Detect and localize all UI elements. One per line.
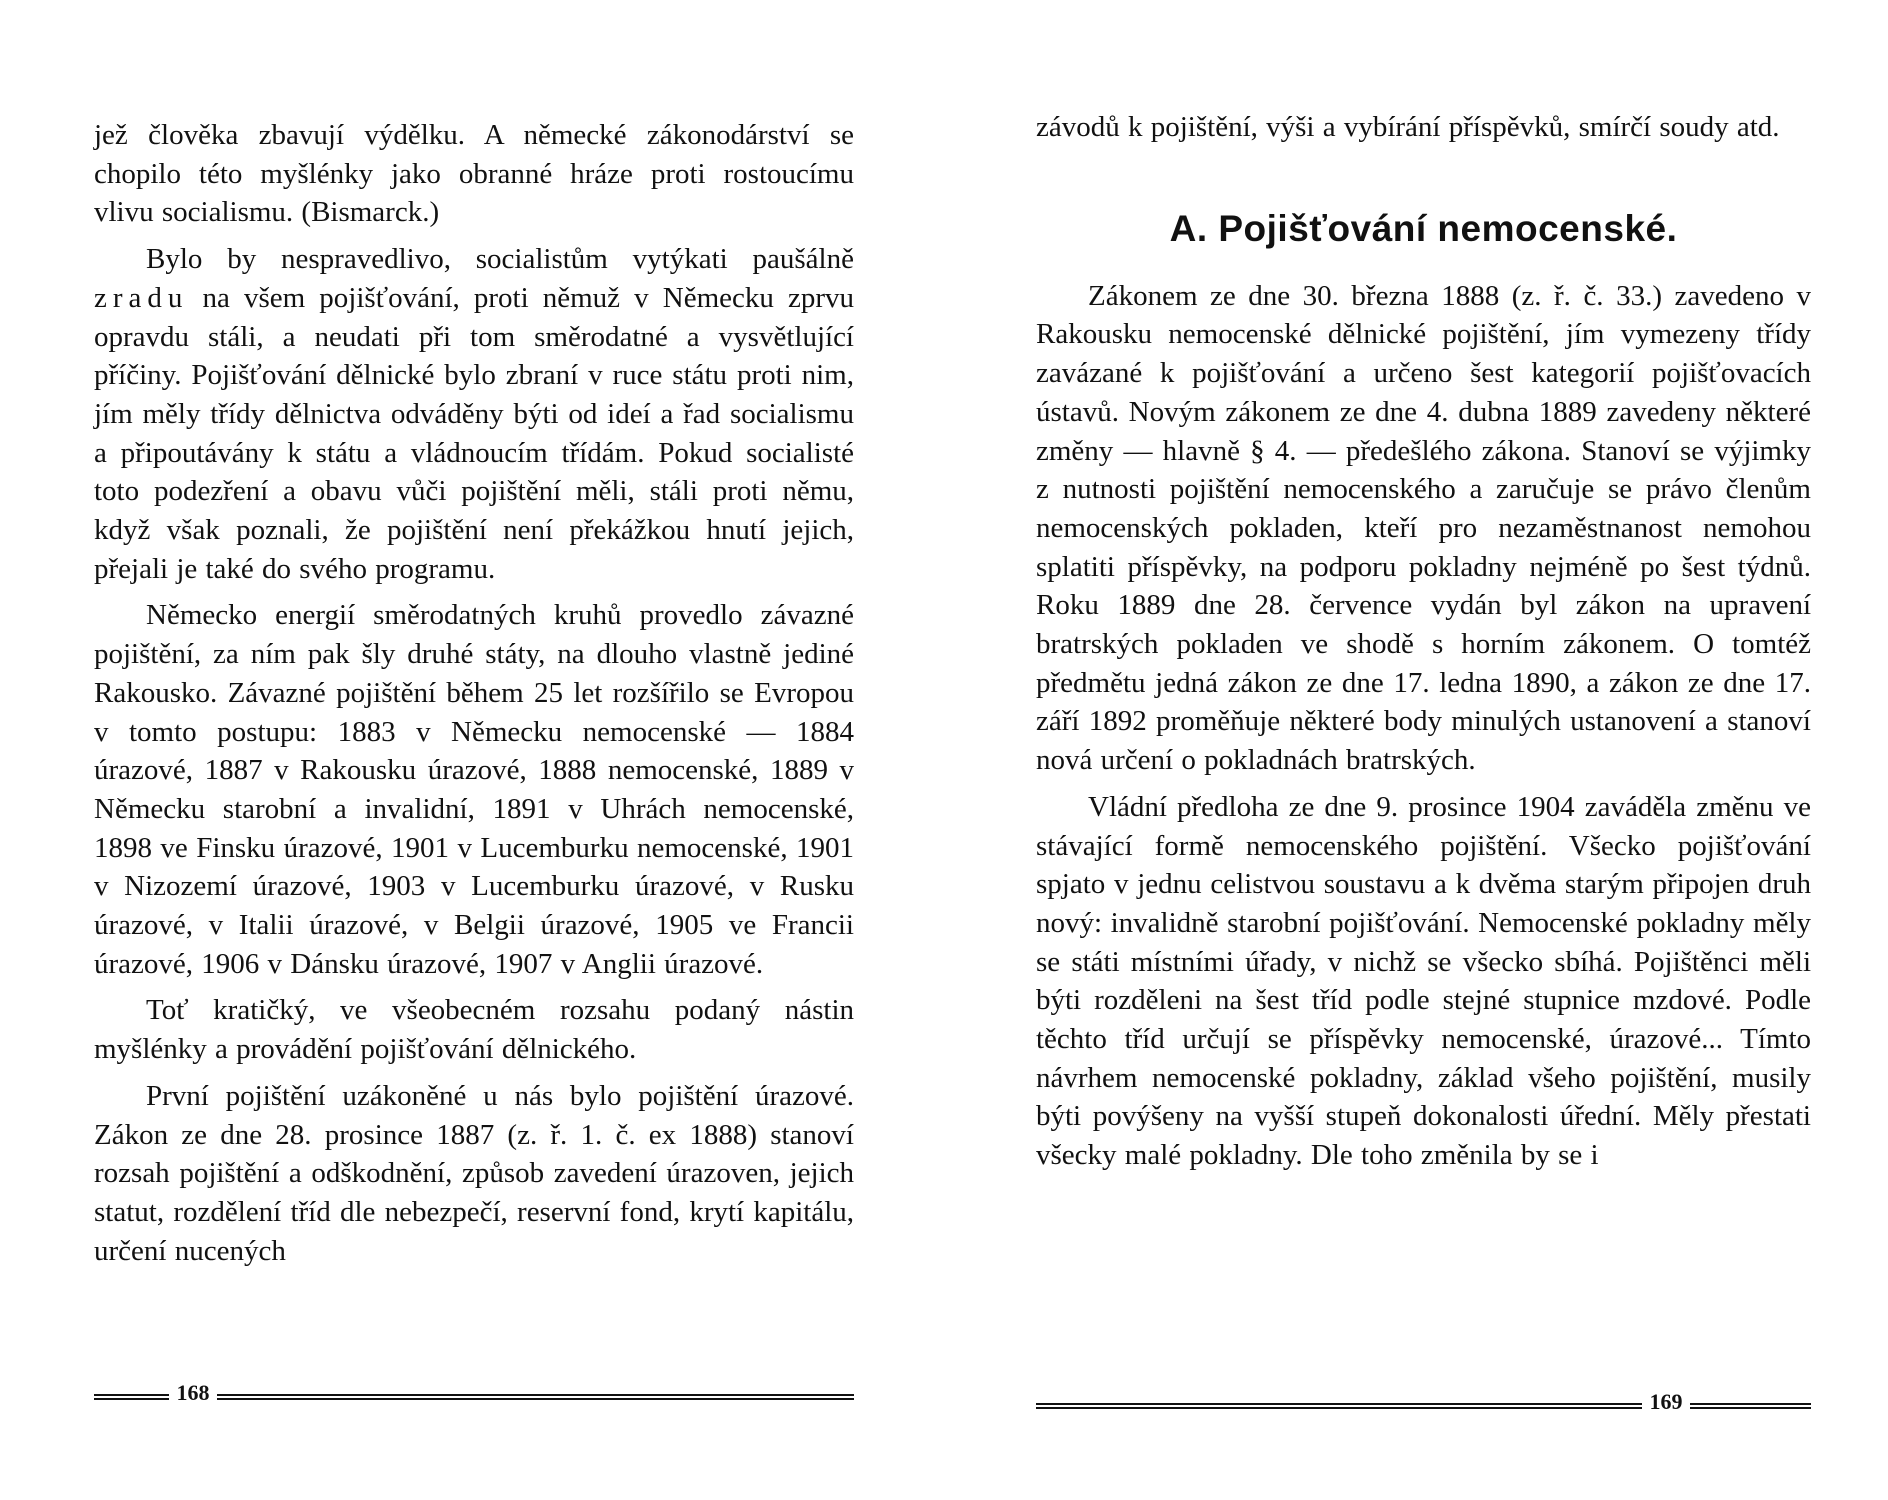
right-page xyxy=(1036,0,1811,1500)
left-paragraph-2 xyxy=(94,240,854,588)
right-paragraph-3: Vládní předloha ze dne 9. prosince 1904 zaváděla změnu ve stávající formě nemocenského pojištění. Všecko pojišťování spjato v jednu celistvou soustavu a k dvěma starým připojen druh nový: invalidně starobní pojišťování. Nemocenské pokladny měly se státi místními úřady, v nichž se všecko sbíhá. Pojištěnci měli býti rozděleni na šest tříd podle stejné stupnice mzdové. Podle těchto tříd určují se příspěvky nemocenské, úrazové... Tímto návrhem nemocenské pokladny, základ všeho pojištění, musily býti povýšeny na vyšší stupeň dokonalosti úřední. Měly přestati všecky malé pokladny. Dle toho změnila by se i xyxy=(1036,790,1811,1172)
left-paragraph-2-rest: na všem pojišťování, proti němuž v Německu zprvu opravdu stáli, a neudati při tom směrodatné a vysvětlující příčiny. Pojišťování dělnické bylo zbraní v ruce státu proti nim, jím měly třídy dělnictva odváděny býti od ideí a řad socialismu a připoutávány k státu a vládnoucím třídám. Pokud socialisté toto podezření a obavu vůči pojištění měli, stáli proti němu, když však poznali, že pojištění není překážkou hnutí jejich, přejali je také do svého programu. xyxy=(94,281,854,585)
left-paragraph-2-start: Bylo by nespravedlivo, socialistům vytýkati paušálně xyxy=(146,243,854,276)
left-paragraph-5: První pojištění uzákoněné u nás bylo pojištění úrazové. Zákon ze dne 28. prosince 1887 (z. ř. 1. č. ex 1888) stanoví rozsah pojištění a odškodnění, způsob zavedení úrazoven, jejich statut, rozdělení tříd dle nebezpečí, reservní fond, krytí kapitálu, určení nucených xyxy=(94,1079,854,1267)
spaced-word-zradu: zradu xyxy=(94,281,189,314)
section-heading: A. Pojišťování nemocenské. xyxy=(1169,207,1678,249)
left-paragraph-4: Toť kratičký, ve všeobecném rozsahu podaný nástin myšlénky a provádění pojišťování dělnického. xyxy=(94,994,854,1066)
page-number: 169 xyxy=(1649,1389,1683,1414)
left-page xyxy=(94,0,854,1500)
left-paragraph-3: Německo energií směrodatných kruhů provedlo závazné pojištění, za ním pak šly druhé státy, na dlouho vlastně jediné Rakousko. Závazné pojištění během 25 let rozšířilo se Evropou v tomto postupu: 1883 v Německu nemocenské — 1884 úrazové, 1887 v Rakousku úrazové, 1888 nemocenské, 1889 v Německu starobní a invalidní, 1891 v Uhrách nemocenské, 1898 ve Finsku úrazové, 1901 v Lucemburku nemocenské, 1901 v Nizozemí úrazové, 1903 v Lucemburku úrazové, v Rusku úrazové, v Italii úrazové, v Belgii úrazové, 1905 ve Francii úrazové, 1906 v Dánsku úrazové, 1907 v Anglii úrazové. xyxy=(94,599,854,980)
right-page-text xyxy=(1036,108,1811,1175)
left-page-text xyxy=(94,116,854,1270)
left-page-footer xyxy=(94,1380,854,1410)
page-number: 168 xyxy=(176,1380,210,1405)
footer-rule-left xyxy=(1036,1403,1642,1409)
footer-rule-right xyxy=(217,1394,854,1400)
left-paragraph-1: jež člověka zbavují výdělku. A německé zákonodárství se chopilo této myšlénky jako obranné hráze proti rostoucímu vlivu socialismu. (Bismarck.) xyxy=(94,119,854,229)
footer-rule-left xyxy=(94,1394,169,1400)
right-paragraph-1: závodů k pojištění, výši a vybírání příspěvků, smírčí soudy atd. xyxy=(1036,111,1780,143)
right-paragraph-2: Zákonem ze dne 30. března 1888 (z. ř. č. 33.) zavedeno v Rakousku nemocenské dělnické pojištění, jím vymezeny třídy zavázané k pojišťování a určeno šest kategorií pojišťovacích ústavů. Novým zákonem ze dne 4. dubna 1889 zavedeny některé změny — hlavně § 4. — předešlého zákona. Stanoví se výjimky z nutnosti pojištění nemocenského a zaručuje se právo členům nemocenských pokladen, kteří pro nezaměstnanost nemohou splatiti příspěvky, na podporu pokladny nejméně po šest týdnů. Roku 1889 dne 28. července vydán byl zákon na upravení bratrských pokladen ve shodě s horním zákonem. O tomtéž předmětu jedná zákon ze dne 17. ledna 1890, a zákon ze dne 17. září 1892 proměňuje některé body minulých ustanovení a stanoví nová určení o pokladnách bratrských. xyxy=(1036,279,1811,777)
footer-rule-right xyxy=(1690,1403,1811,1409)
right-page-footer xyxy=(1036,1389,1811,1419)
